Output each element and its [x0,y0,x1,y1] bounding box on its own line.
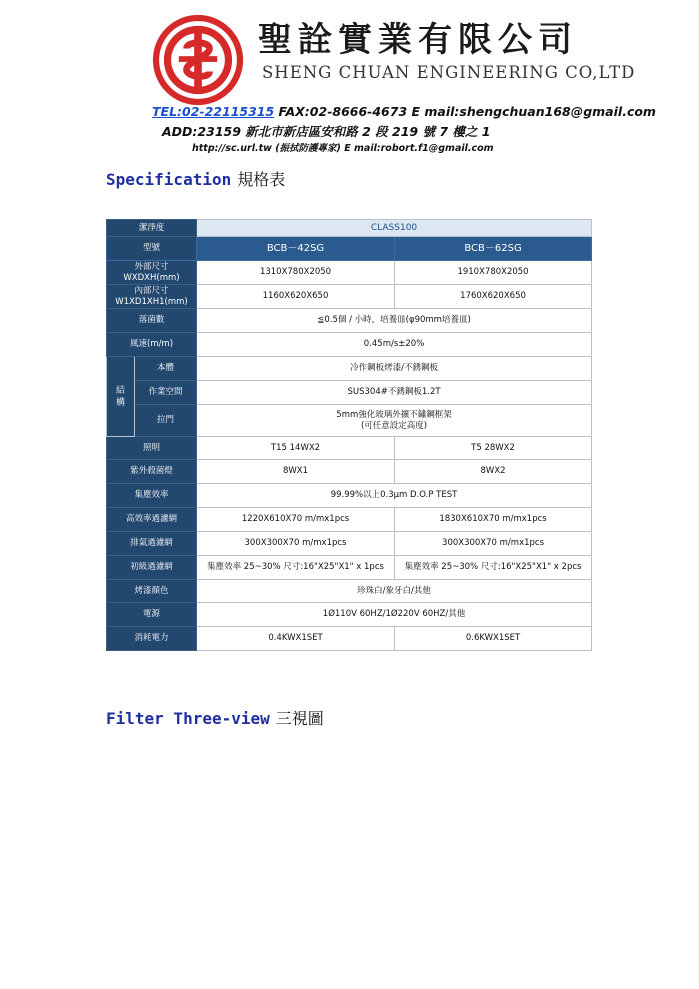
hepa-filter-62sg: 1830X610X70 m/mx1pcs [395,508,592,532]
power-consumption-62sg: 0.6KWX1SET [395,627,592,651]
model-42sg: BCB－42SG [197,237,395,261]
table-row [107,556,592,580]
outer-size-62sg: 1910X780X2050 [395,261,592,285]
hepa-filter-label: 高效率過濾網 [107,508,197,532]
paint-color-value: 珍珠白/象牙白/其他 [197,580,592,603]
structure-workspace-value: SUS304#不銹鋼板1.2T [197,381,592,405]
specification-heading-cn: 規格表 [237,170,286,189]
uv-lamp-label: 紫外殺菌燈 [107,460,197,484]
table-row [107,309,592,333]
cleanliness-value: CLASS100 [197,220,592,237]
power-consumption-42sg: 0.4KWX1SET [197,627,395,651]
inner-size-label [107,285,197,309]
structure-door-label: 拉門 [135,405,197,437]
table-row [107,603,592,627]
tel-link[interactable]: TEL:02-22115315 [152,104,275,119]
specification-table [106,219,592,651]
hepa-filter-42sg: 1220X610X70 m/mx1pcs [197,508,395,532]
table-row [107,261,592,285]
structure-body-value: 冷作鋼板烤漆/不銹鋼板 [197,357,592,381]
pre-filter-label: 初級過濾網 [107,556,197,580]
cleanliness-label: 潔淨度 [107,220,197,237]
inner-size-label-text: 內部尺寸 W1XD1XH1(mm) [115,285,188,307]
table-row [107,405,592,437]
pre-filter-62sg: 集塵效率 25~30% 尺寸:16"X25"X1" x 2pcs [395,556,592,580]
table-row [107,532,592,556]
fax-email-text: FAX:02-8666-4673 E mail:shengchuan168@gmail.com [274,104,656,119]
wind-speed-label: 風速(m/m) [107,333,197,357]
table-row [107,460,592,484]
specification-heading-en: Specification [106,170,232,189]
table-row [107,508,592,532]
table-row [107,627,592,651]
table-row [107,484,592,508]
company-name-english: SHENG CHUAN ENGINEERING CO,LTD [262,63,636,82]
structure-group-label [107,357,135,437]
inner-size-62sg: 1760X620X650 [395,285,592,309]
lighting-42sg: T15 14WX2 [197,437,395,460]
specification-heading [106,167,285,190]
wind-speed-value: 0.45m/s±20% [197,333,592,357]
table-row [107,580,592,603]
company-name-chinese: 聖詮實業有限公司 [258,20,578,60]
model-label: 型號 [107,237,197,261]
address-line: ADD:23159 新北市新店區安和路 2 段 219 號 7 樓之 1 [162,124,491,139]
power-supply-value: 1Ø110V 60HZ/1Ø220V 60HZ/其他 [197,603,592,627]
pre-filter-42sg: 集塵效率 25~30% 尺寸:16"X25"X1" x 1pcs [197,556,395,580]
filter-heading-cn: 三視圖 [275,709,324,728]
outer-size-label-text: 外部尺寸 WXDXH(mm) [123,261,180,283]
structure-body-label: 本體 [135,357,197,381]
dust-efficiency-value: 99.99%以上0.3μm D.O.P TEST [197,484,592,508]
lighting-label: 照明 [107,437,197,460]
contact-line-phone [152,104,656,119]
structure-door-value-text: 5mm強化玻璃外擴不鏽鋼框架 (可任意設定高度) [336,409,452,431]
table-row [107,357,592,381]
company-seal-logo-icon [150,12,246,108]
exhaust-filter-42sg: 300X300X70 m/mx1pcs [197,532,395,556]
bacteria-value: ≦0.5個 / 小時，培養皿(φ90mm培養皿) [197,309,592,333]
power-supply-label: 電源 [107,603,197,627]
table-row [107,285,592,309]
filter-heading-en: Filter Three-view [106,709,270,728]
table-row [107,437,592,460]
uv-lamp-42sg: 8WX1 [197,460,395,484]
structure-door-value [197,405,592,437]
outer-size-42sg: 1310X780X2050 [197,261,395,285]
table-row [107,220,592,237]
table-row [107,381,592,405]
inner-size-42sg: 1160X620X650 [197,285,395,309]
outer-size-label [107,261,197,285]
website-email-line: http://sc.url.tw (振拭防護專家) E mail:robort.f1@gmail.com [192,143,494,154]
dust-efficiency-label: 集塵效率 [107,484,197,508]
model-62sg: BCB－62SG [395,237,592,261]
structure-group-label-text: 結 構 [115,385,125,408]
power-consumption-label: 消耗電力 [107,627,197,651]
exhaust-filter-62sg: 300X300X70 m/mx1pcs [395,532,592,556]
table-row [107,237,592,261]
filter-three-view-heading [106,706,324,729]
exhaust-filter-label: 排氣過濾網 [107,532,197,556]
lighting-62sg: T5 28WX2 [395,437,592,460]
table-row [107,333,592,357]
paint-color-label: 烤漆顏色 [107,580,197,603]
structure-workspace-label: 作業空間 [135,381,197,405]
bacteria-label: 落菌數 [107,309,197,333]
uv-lamp-62sg: 8WX2 [395,460,592,484]
